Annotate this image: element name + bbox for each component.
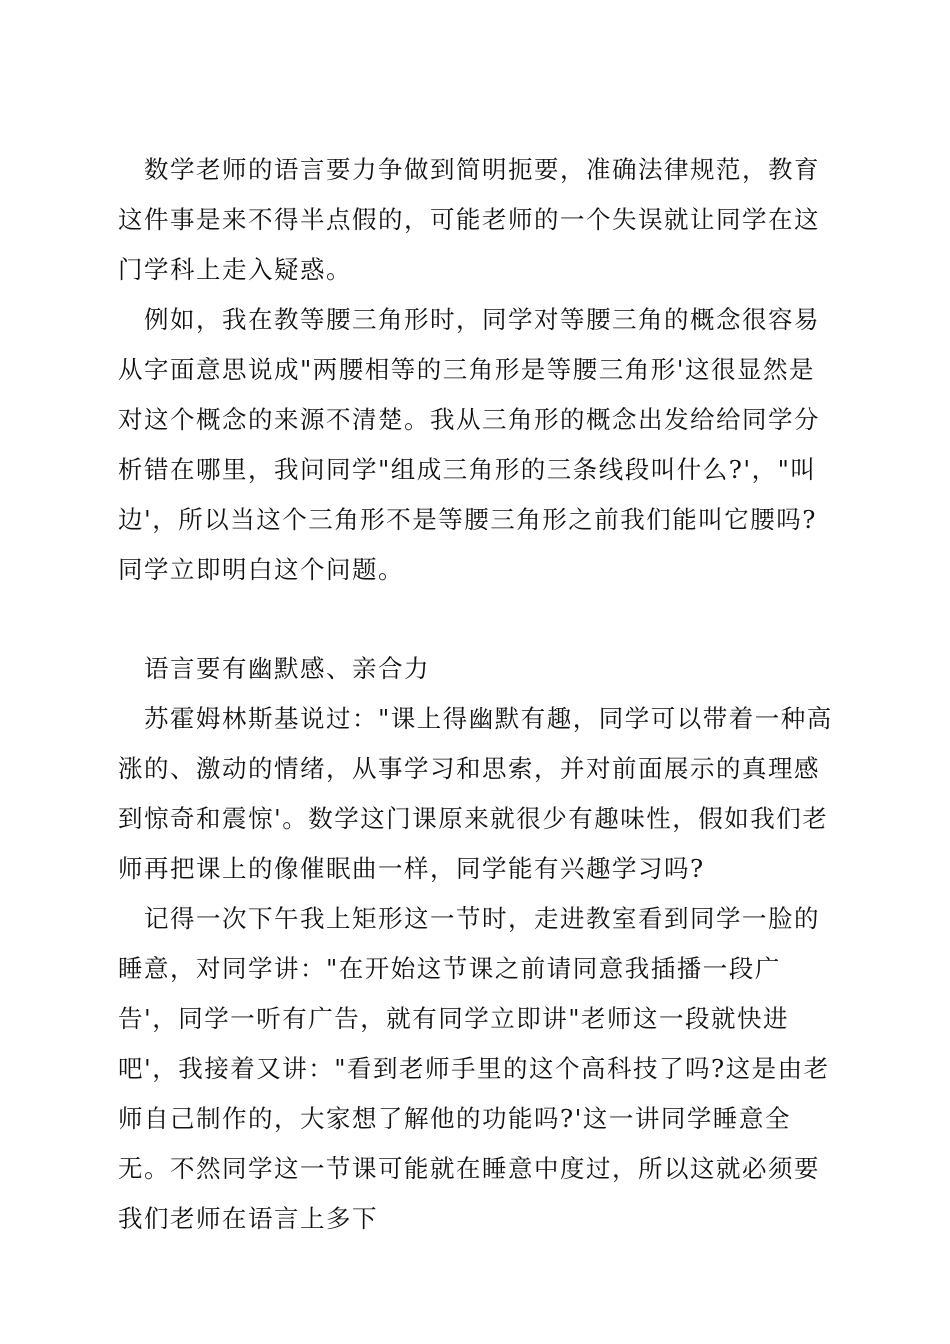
paragraph-concise-language: 数学老师的语言要力争做到简明扼要，准确法律规范，教育这件事是来不得半点假的，可能老师的一个失误就让同学在这门学科上走入疑惑。 bbox=[118, 155, 820, 284]
section-heading-humor: 语言要有幽默感、亲合力 bbox=[144, 654, 430, 683]
paragraph-isosceles-example: 例如，我在教等腰三角形时，同学对等腰三角的概念很容易从字面意思说成"两腰相等的三角形是等腰三角形'这很显然是对这个概念的来源不清楚。我从三角形的概念出发给给同学分析错在哪里，我问同学"组成三角形的三条线段叫什么?'，"叫边'，所以当这个三角形不是等腰三角形之前我们能叫它腰吗?同学立即明白这个问题。 bbox=[118, 305, 820, 584]
section-humor bbox=[118, 644, 838, 1244]
paragraph-rectangle-lesson: 记得一次下午我上矩形这一节时，走进教室看到同学一脸的睡意，对同学讲："在开始这节课之前请同意我插播一段广告'，同学一听有广告，就有同学立即讲"老师这一段就快进吧'，我接着又讲："看到老师手里的这个高科技了吗?这是由老师自己制作的，大家想了解他的功能吗?'这一讲同学睡意全无。不然同学这一节课可能就在睡意中度过，所以这就必须要我们老师在语言上多下 bbox=[118, 904, 830, 1233]
section-teacher-language bbox=[118, 145, 838, 595]
paragraph-sukhomlinsky-quote: 苏霍姆林斯基说过："课上得幽默有趣，同学可以带着一种高涨的、激动的情绪，从事学习和思索，并对前面展示的真理感到惊奇和震惊'。数学这门课原来就很少有趣味性，假如我们老师再把课上的像催眠曲一样，同学能有兴趣学习吗? bbox=[118, 704, 833, 883]
